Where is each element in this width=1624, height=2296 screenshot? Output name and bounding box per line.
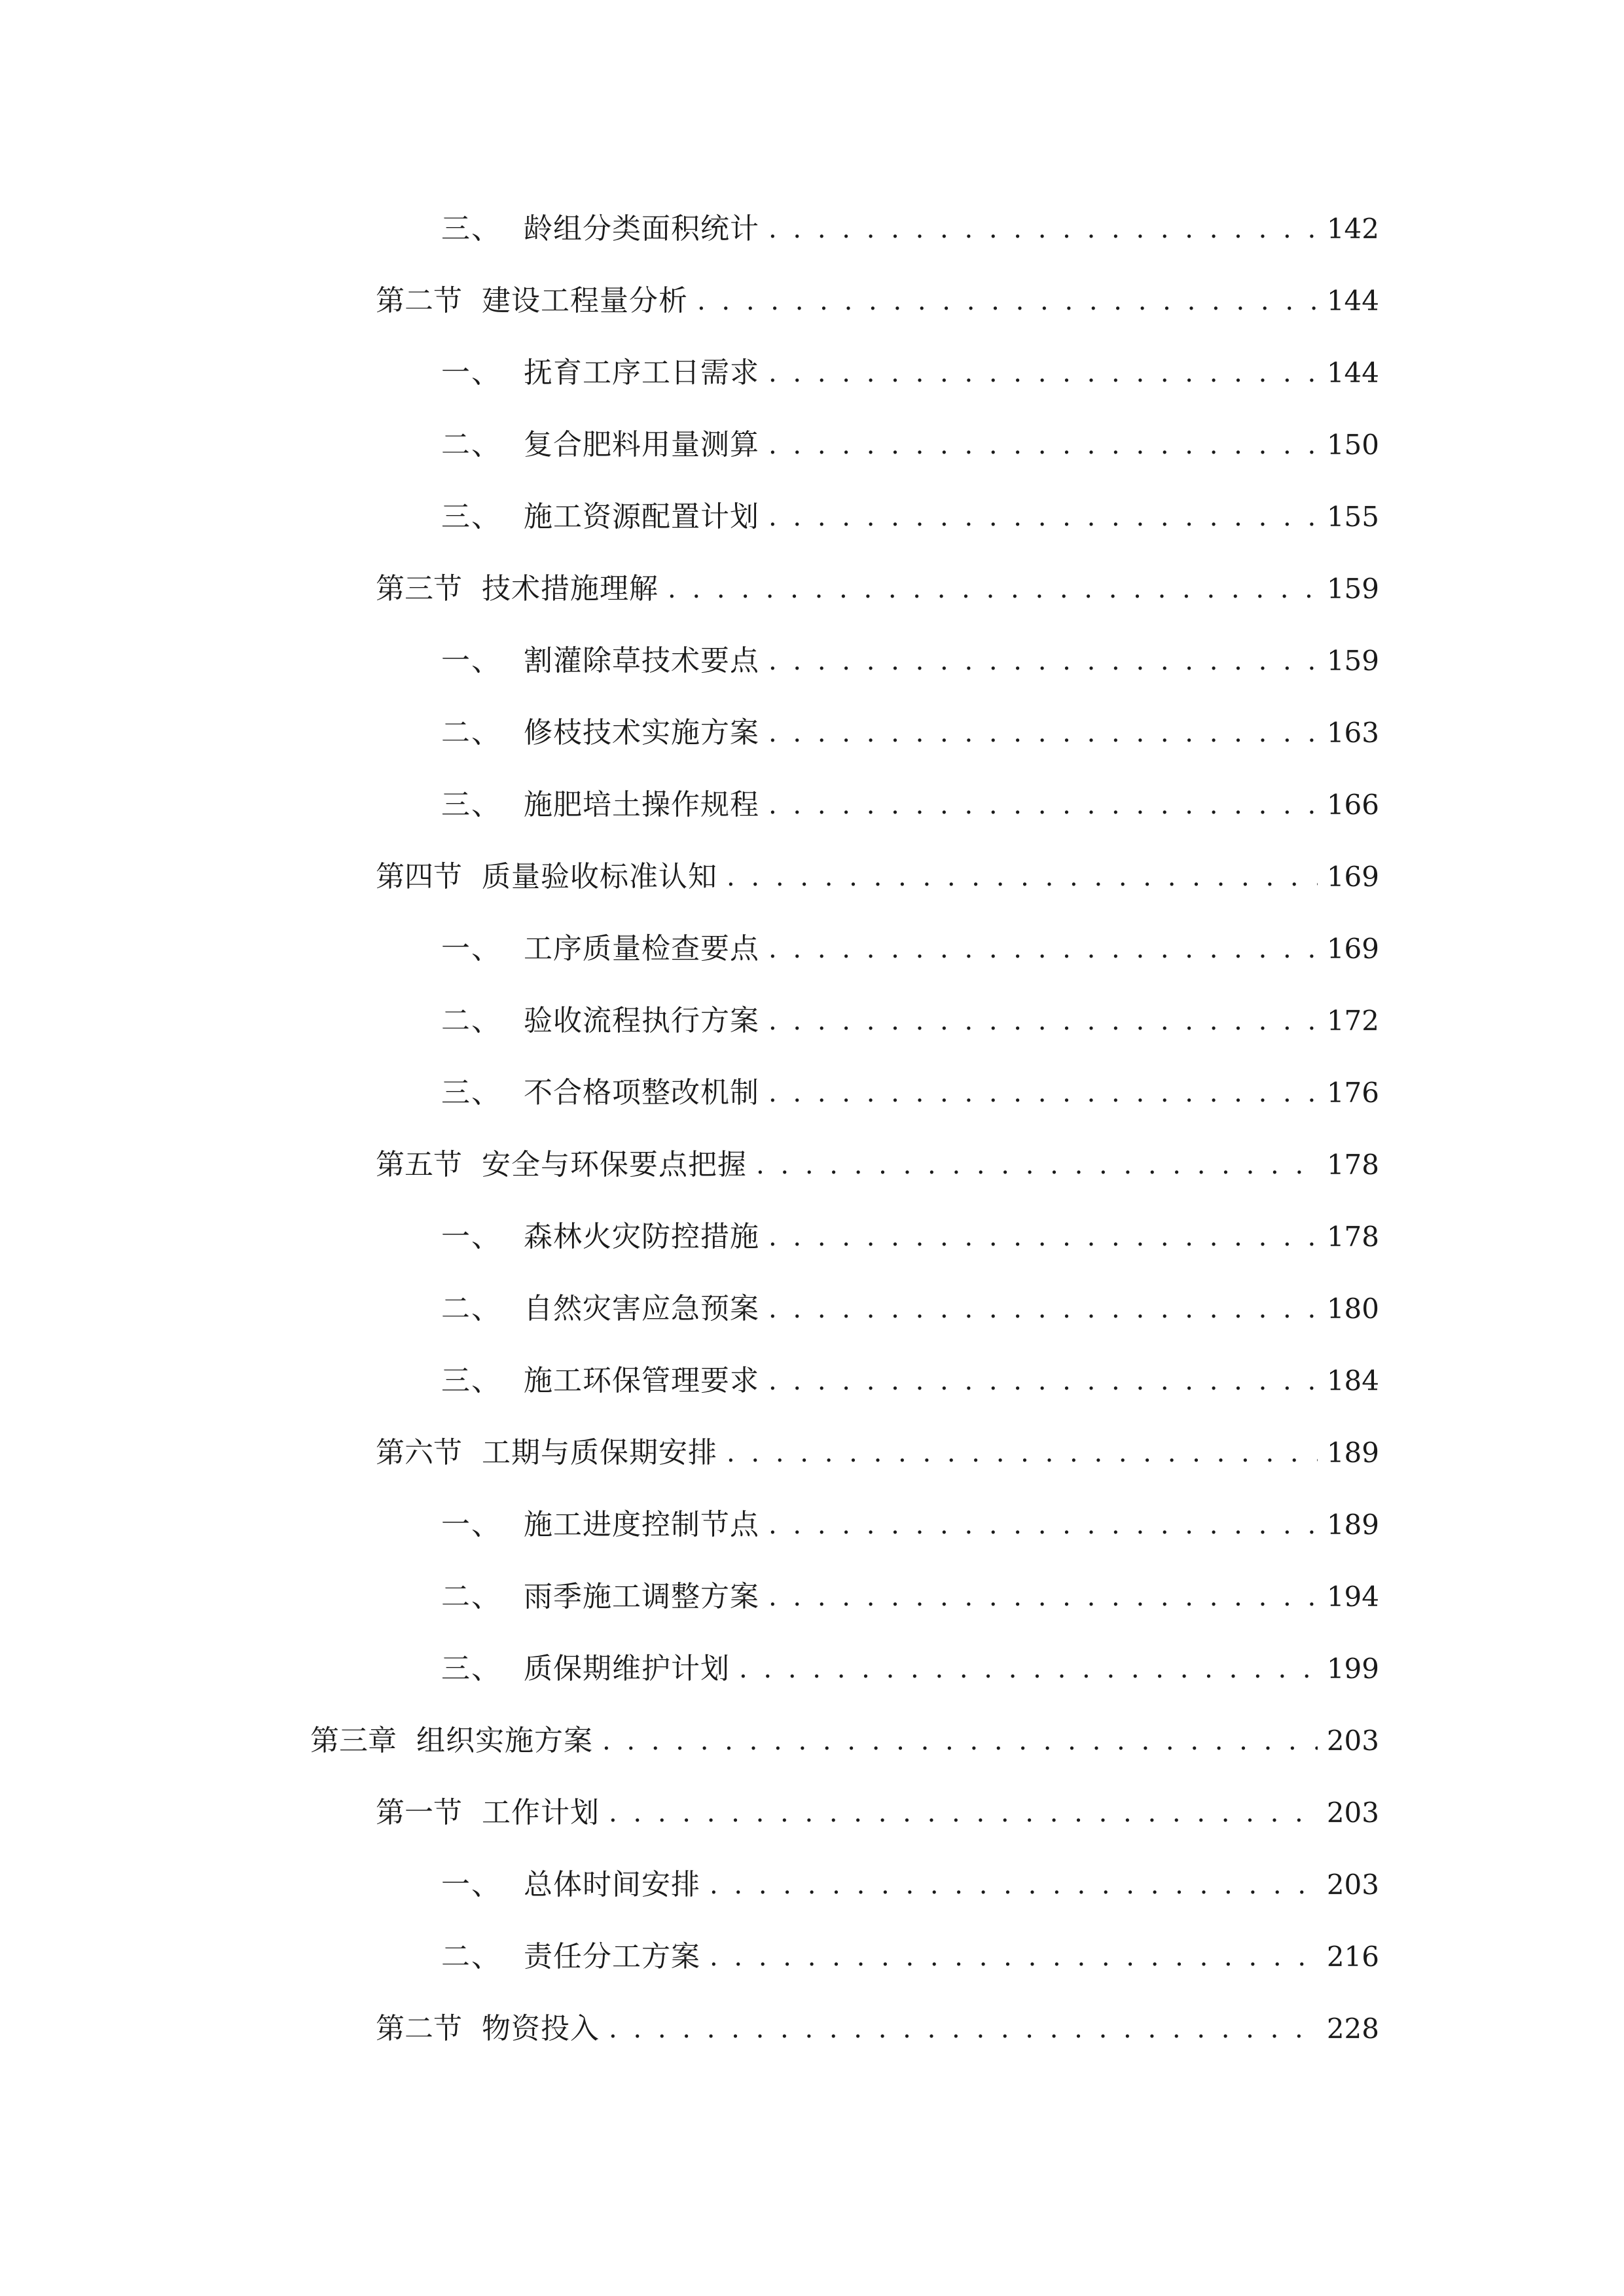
dot-leader — [710, 1931, 1318, 1983]
entry-number: 一、 — [441, 1220, 501, 1253]
toc-entry[interactable] — [441, 923, 1379, 975]
dot-leader — [727, 1427, 1318, 1479]
entry-title: 工序质量检查要点 — [524, 932, 759, 965]
entry-title: 质量验收标准认知 — [482, 860, 717, 893]
dot-leader — [668, 563, 1318, 615]
entry-title: 复合肥料用量测算 — [524, 428, 759, 461]
entry-title: 建设工程量分析 — [482, 284, 688, 317]
entry-number: 一、 — [441, 932, 501, 965]
dot-leader — [768, 707, 1318, 759]
entry-number: 二、 — [441, 716, 501, 749]
dot-leader — [756, 1139, 1318, 1191]
entry-page-number: 166 — [1326, 789, 1379, 821]
dot-leader — [768, 779, 1318, 831]
dot-leader — [768, 491, 1318, 543]
entry-number: 二、 — [441, 1580, 501, 1613]
entry-page-number: 150 — [1326, 429, 1379, 461]
toc-entry[interactable] — [441, 1355, 1379, 1407]
entry-number: 三、 — [441, 500, 501, 533]
entry-number: 一、 — [441, 644, 501, 677]
toc-entry[interactable] — [376, 1427, 1379, 1479]
dot-leader — [697, 275, 1318, 327]
entry-number: 第三章 — [310, 1724, 397, 1757]
entry-number: 第四节 — [376, 860, 462, 893]
entry-number: 一、 — [441, 356, 501, 389]
toc-entry[interactable] — [441, 1211, 1379, 1263]
entry-number: 第一节 — [376, 1796, 462, 1829]
toc-entry[interactable] — [376, 851, 1379, 903]
entry-number: 二、 — [441, 428, 501, 461]
entry-page-number: 199 — [1326, 1653, 1379, 1685]
toc-entry[interactable] — [376, 1139, 1379, 1191]
entry-page-number: 144 — [1326, 357, 1379, 389]
entry-page-number: 228 — [1326, 2013, 1379, 2045]
entry-number: 二、 — [441, 1292, 501, 1325]
toc-entry[interactable] — [441, 1283, 1379, 1335]
toc-entry[interactable] — [441, 1499, 1379, 1551]
entry-number: 一、 — [441, 1868, 501, 1901]
toc-entry[interactable] — [376, 2003, 1379, 2055]
toc-entry[interactable] — [441, 707, 1379, 759]
entry-title: 施肥培土操作规程 — [524, 788, 759, 821]
entry-page-number: 184 — [1326, 1365, 1379, 1397]
entry-title: 雨季施工调整方案 — [524, 1580, 759, 1613]
entry-page-number: 155 — [1326, 501, 1379, 533]
toc-entry[interactable] — [441, 1931, 1379, 1983]
toc-entry[interactable] — [441, 347, 1379, 399]
dot-leader — [768, 923, 1318, 975]
entry-number: 三、 — [441, 212, 501, 245]
entry-page-number: 178 — [1326, 1149, 1379, 1181]
entry-page-number: 176 — [1326, 1077, 1379, 1109]
toc-entry[interactable] — [376, 275, 1379, 327]
toc-entry[interactable] — [441, 1643, 1379, 1695]
toc-entry[interactable] — [441, 1571, 1379, 1623]
entry-title: 施工资源配置计划 — [524, 500, 759, 533]
entry-page-number: 169 — [1326, 861, 1379, 893]
dot-leader — [768, 347, 1318, 399]
entry-number: 三、 — [441, 1364, 501, 1397]
toc-entry[interactable] — [441, 779, 1379, 831]
entry-number: 三、 — [441, 1076, 501, 1109]
dot-leader — [609, 2003, 1318, 2055]
entry-title: 施工进度控制节点 — [524, 1508, 759, 1541]
entry-page-number: 203 — [1326, 1797, 1379, 1829]
entry-page-number: 144 — [1326, 285, 1379, 317]
entry-title: 物资投入 — [482, 2012, 600, 2045]
entry-number: 第六节 — [376, 1436, 462, 1469]
entry-page-number: 142 — [1326, 213, 1379, 245]
dot-leader — [710, 1859, 1318, 1911]
toc-entry[interactable] — [441, 635, 1379, 687]
dot-leader — [768, 635, 1318, 687]
entry-page-number: 159 — [1326, 645, 1379, 677]
dot-leader — [768, 1283, 1318, 1335]
entry-page-number: 159 — [1326, 573, 1379, 605]
entry-page-number: 163 — [1326, 717, 1379, 749]
entry-title: 不合格项整改机制 — [524, 1076, 759, 1109]
entry-number: 第二节 — [376, 284, 462, 317]
toc-entry[interactable] — [441, 419, 1379, 471]
entry-title: 责任分工方案 — [524, 1940, 700, 1973]
entry-title: 抚育工序工日需求 — [524, 356, 759, 389]
entry-title: 组织实施方案 — [416, 1724, 593, 1757]
entry-number: 二、 — [441, 1940, 501, 1973]
entry-page-number: 194 — [1326, 1581, 1379, 1613]
entry-page-number: 172 — [1326, 1005, 1379, 1037]
toc-entry[interactable] — [376, 563, 1379, 615]
toc-entry[interactable] — [441, 1859, 1379, 1911]
dot-leader — [768, 203, 1318, 255]
entry-title: 质保期维护计划 — [524, 1652, 730, 1685]
toc-entry[interactable] — [441, 1067, 1379, 1119]
entry-number: 第三节 — [376, 572, 462, 605]
entry-title: 验收流程执行方案 — [524, 1004, 759, 1037]
dot-leader — [768, 1067, 1318, 1119]
entry-title: 工作计划 — [482, 1796, 600, 1829]
dot-leader — [768, 1499, 1318, 1551]
entry-number: 二、 — [441, 1004, 501, 1037]
toc-entry[interactable] — [441, 995, 1379, 1047]
entry-title: 自然灾害应急预案 — [524, 1292, 759, 1325]
toc-entry[interactable] — [441, 491, 1379, 543]
entry-number: 第五节 — [376, 1148, 462, 1181]
dot-leader — [602, 1715, 1318, 1767]
dot-leader — [768, 1571, 1318, 1623]
entry-page-number: 180 — [1326, 1293, 1379, 1325]
entry-title: 龄组分类面积统计 — [524, 212, 759, 245]
entry-page-number: 189 — [1326, 1509, 1379, 1541]
entry-number: 三、 — [441, 1652, 501, 1685]
entry-number: 第二节 — [376, 2012, 462, 2045]
entry-page-number: 169 — [1326, 933, 1379, 965]
entry-title: 安全与环保要点把握 — [482, 1148, 747, 1181]
toc-entry[interactable] — [376, 1787, 1379, 1839]
toc-entry[interactable] — [441, 203, 1379, 255]
entry-title: 森林火灾防控措施 — [524, 1220, 759, 1253]
dot-leader — [727, 851, 1318, 903]
entry-page-number: 216 — [1326, 1941, 1379, 1973]
dot-leader — [609, 1787, 1318, 1839]
dot-leader — [768, 1355, 1318, 1407]
entry-page-number: 178 — [1326, 1221, 1379, 1253]
entry-title: 割灌除草技术要点 — [524, 644, 759, 677]
entry-page-number: 189 — [1326, 1437, 1379, 1469]
entry-title: 修枝技术实施方案 — [524, 716, 759, 749]
entry-title: 技术措施理解 — [482, 572, 659, 605]
entry-page-number: 203 — [1326, 1725, 1379, 1757]
toc-entry[interactable] — [310, 1715, 1379, 1767]
dot-leader — [768, 419, 1318, 471]
entry-number: 三、 — [441, 788, 501, 821]
entry-title: 总体时间安排 — [524, 1868, 700, 1901]
entry-title: 施工环保管理要求 — [524, 1364, 759, 1397]
entry-number: 一、 — [441, 1508, 501, 1541]
dot-leader — [768, 1211, 1318, 1263]
dot-leader — [739, 1643, 1318, 1695]
dot-leader — [768, 995, 1318, 1047]
entry-page-number: 203 — [1326, 1869, 1379, 1901]
entry-title: 工期与质保期安排 — [482, 1436, 717, 1469]
